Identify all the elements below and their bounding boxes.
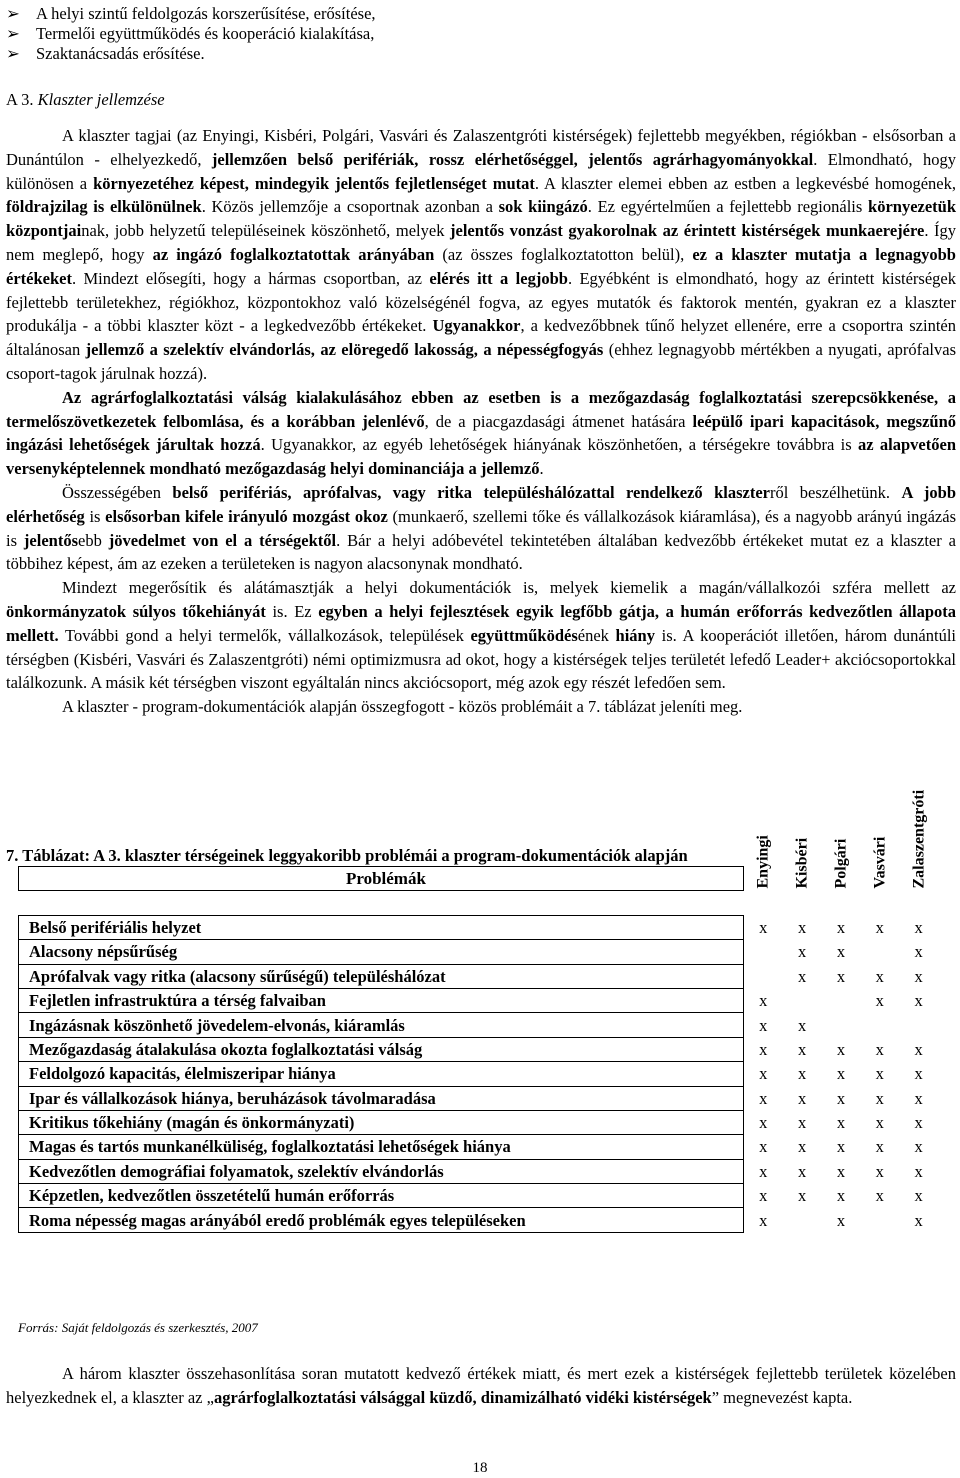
problem-label: Feldolgozó kapacitás, élelmiszeripar hiánya	[19, 1062, 744, 1086]
mark-cell	[783, 988, 822, 1012]
mark-cell: x	[798, 1039, 807, 1059]
paragraph: Összességében belső perifériás, aprófalvas, vagy ritka településhálózattal rendelkező klaszterről beszélhetünk. A jobb elérhetőség is elsősorban kifele irányuló mozgást okoz (munkaerő, szellemi tőke és vállalkozások kiáramlása), és a nagyobb arányú ingázás is jelentősebb jövedelmet von el a térségektől. Bár a helyi adóbevétel tekintetében általában kedvezőbb értékeket mutat ez a klaszter a többihez képest, ám az ezeken a területeken is nagyon alacsonynak mondható.	[6, 482, 956, 574]
mark-cell	[822, 988, 861, 1012]
mark-cell: x	[875, 1088, 884, 1108]
mark-cell	[783, 1208, 822, 1232]
section-title: Klaszter jellemzése	[37, 90, 165, 109]
mark-cell	[860, 940, 899, 964]
mark-cell: x	[914, 1161, 923, 1181]
body-text-final	[6, 1362, 956, 1410]
table-row	[19, 1013, 939, 1037]
mark-cell: x	[836, 1137, 846, 1157]
mark-cell	[743, 964, 782, 988]
table-row	[19, 964, 939, 988]
problem-label: Fejletlen infrastruktúra a térség falvaiban	[19, 988, 744, 1012]
mark-cell: x	[798, 1015, 807, 1035]
mark-cell: x	[836, 1186, 846, 1206]
problem-label: Belső perifériális helyzet	[19, 915, 744, 939]
table-row	[19, 988, 939, 1012]
mark-cell: x	[798, 942, 807, 962]
mark-cell	[899, 1013, 938, 1037]
mark-cell: x	[798, 1064, 807, 1084]
paragraph: Mindezt megerősítik és alátámasztják a helyi dokumentációk is, melyek kiemelik a magán/vállalkozói szféra mellett az önkormányzatok súlyos tőkehiányát is. Ez egyben a helyi fejlesztések egyik legfőbb gátja, a humán erőforrás kedvezőtlen állapota mellett. További gond a helyi termelők, vállalkozások, települések együttműködésének hiány is. A kooperációt illetően, három dunántúli térségben (Kisbéri, Vasvári és Zalaszentgróti) némi optimizmusra ad okot, hogy a kistérségek teljes területét lefedő Leader+ akciócsoportokkal találkozunk. A másik két térségben viszont egyáltalán nincs akciócsoport, még azok egy részét lefedően sem.	[6, 578, 957, 693]
mark-cell: x	[914, 1064, 923, 1084]
arrow-bullet-icon: ➢	[6, 4, 20, 23]
mark-cell: x	[798, 1113, 807, 1133]
mark-cell: x	[836, 1210, 846, 1230]
mark-cell: x	[875, 991, 884, 1011]
mark-cell: x	[759, 1161, 768, 1181]
mark-cell: x	[798, 1161, 807, 1181]
mark-cell: x	[798, 1137, 807, 1157]
column-header-enyingi: Enyingi	[754, 835, 772, 889]
mark-cell: x	[836, 1088, 846, 1108]
paragraph: A klaszter tagjai (az Enyingi, Kisbéri, Polgári, Vasvári és Zalaszentgróti kistérségek) fejlettebb megyékben, régiókban - elsősorban a Dunántúlon - elhelyezkedő, jellemzően belső perifériák, rossz elérhetőséggel, jelentős agrárhagyományokkal. Elmondható, hogy különösen a környezetéhez képest, mindegyik jelentős fejletlenséget mutat. A klaszter elemei ebben az estben a legkevésbé homogének, földrajzilag is elkülönülnek. Közös jellemzője a csoportnak azonban a sok kiingázó. Ez egyértelműen a fejlettebb regionális környezetük központjainak, jobb helyzetű településeinek köszönhető, melyek jelentős vonzást gyakorolnak az érintett kistérségek munkaerejére. Így nem meglepő, hogy az ingázó foglalkoztatottak arányában (az összes foglalkoztatotton belül), ez a klaszter mutatja a legnagyobb értékeket. Mindezt elősegíti, hogy a hármas csoportban, az elérés itt a legjobb. Egyébként is elmondható, hogy az érintett kistérségek fejlettebb területekhez, régiókhoz, központokhoz való közelségénél fogva, az egyes mutatók és faktorok mentén, gyakran ez a klaszter produkálja - a többi klaszter közt - a legkedvezőbb értékeket. Ugyanakkor, a kedvezőbbnek tűnő helyzet ellenére, erre a csoportra szintén általánosan jellemző a szelektív elvándorlás, az elöregedő lakosság, a népességfogyás (ehhez legnagyobb mértékben a nyugati, aprófalvas csoport-tagok járulnak hozzá).	[6, 126, 957, 383]
table-row	[19, 915, 939, 939]
table-row	[19, 1159, 939, 1183]
bullet-item: ➢ A helyi szintű feldolgozás korszerűsítése, erősítése,	[6, 4, 376, 23]
table-source: Forrás: Saját feldolgozás és szerkesztés, 2007	[18, 1320, 258, 1335]
paragraph: A három klaszter összehasonlítása soran mutatott kedvező értékek miatt, és mert ezek a kistérségek fejlettebb területek közelében helyezkednek el, a klaszter az „agrárfoglalkoztatási válsággal küzdő, dinamizálható vidéki kistérségek” megnevezést kapta.	[6, 1364, 956, 1407]
column-header-zalaszentgroti: Zalaszentgróti	[910, 790, 928, 889]
mark-cell: x	[914, 966, 923, 986]
mark-cell	[860, 1013, 899, 1037]
problem-label: Aprófalvak vagy ritka (alacsony sűrűségű) településhálózat	[19, 964, 744, 988]
mark-cell: x	[759, 991, 768, 1011]
table-row	[19, 1110, 939, 1134]
table-caption: 7. Táblázat: A 3. klaszter térségeinek leggyakoribb problémái a program-dokumentációk alapján	[6, 846, 688, 865]
column-header-problems: Problémák	[19, 867, 744, 891]
column-header-polgari: Polgári	[832, 838, 850, 889]
mark-cell	[743, 940, 782, 964]
mark-cell: x	[914, 1039, 923, 1059]
problem-label: Kedvezőtlen demográfiai folyamatok, szelektív elvándorlás	[19, 1159, 744, 1183]
mark-cell: x	[914, 1210, 923, 1230]
bullet-item: ➢ Szaktanácsadás erősítése.	[6, 44, 205, 63]
mark-cell	[860, 1208, 899, 1232]
mark-cell: x	[798, 1088, 807, 1108]
table-row	[19, 1062, 939, 1086]
mark-cell: x	[836, 1113, 846, 1133]
mark-cell: x	[759, 1064, 768, 1084]
column-header-kisberi: Kisbéri	[793, 838, 811, 889]
problem-label: Képzetlen, kedvezőtlen összetételű humán erőforrás	[19, 1184, 744, 1208]
mark-cell: x	[875, 1161, 884, 1181]
table-row	[19, 1037, 939, 1061]
mark-cell: x	[914, 917, 923, 937]
mark-cell: x	[875, 1186, 884, 1206]
mark-cell: x	[836, 966, 846, 986]
mark-cell: x	[875, 917, 884, 937]
section-number: A 3.	[6, 90, 34, 109]
problem-label: Mezőgazdaság átalakulása okozta foglalkoztatási válság	[19, 1037, 744, 1061]
arrow-bullet-icon: ➢	[6, 44, 20, 63]
mark-cell: x	[875, 966, 884, 986]
mark-cell: x	[836, 942, 846, 962]
mark-cell: x	[914, 942, 923, 962]
problem-label: Magas és tartós munkanélküliség, foglalkoztatási lehetőségek hiánya	[19, 1135, 744, 1159]
mark-cell: x	[798, 917, 807, 937]
mark-cell: x	[759, 917, 768, 937]
table-row	[19, 1135, 939, 1159]
mark-cell: x	[759, 1015, 768, 1035]
problem-label: Alacsony népsűrűség	[19, 940, 744, 964]
problem-label: Ipar és vállalkozások hiánya, beruházások távolmaradása	[19, 1086, 744, 1110]
problem-label: Kritikus tőkehiány (magán és önkormányzati)	[19, 1110, 744, 1134]
mark-cell: x	[914, 1088, 923, 1108]
mark-cell: x	[914, 991, 923, 1011]
mark-cell: x	[875, 1137, 884, 1157]
section-heading	[6, 90, 165, 110]
mark-cell: x	[875, 1064, 884, 1084]
mark-cell: x	[759, 1210, 768, 1230]
table-row	[19, 1086, 939, 1110]
bullet-item: ➢ Termelői együttműködés és kooperáció kialakítása,	[6, 24, 375, 43]
mark-cell: x	[759, 1113, 768, 1133]
page-number: 18	[472, 1460, 488, 1476]
mark-cell: x	[759, 1039, 768, 1059]
mark-cell: x	[759, 1186, 768, 1206]
mark-cell: x	[759, 1137, 768, 1157]
mark-cell	[822, 1013, 861, 1037]
mark-cell: x	[875, 1039, 884, 1059]
mark-cell: x	[836, 1039, 846, 1059]
paragraph: Az agrárfoglalkoztatási válság kialakulásához ebben az esetben is a mezőgazdaság foglalkoztatási szerepcsökkenése, a termelőszövetkezetek felbomlása, és a korábban jelenlévő, de a piacgazdasági átmenet hatására leépülő ipari kapacitások, megszűnő ingázási lehetőségek járultak hozzá. Ugyanakkor, az egyéb lehetőségek hiányának köszönhetően, a térségekre továbbra is az alapvetően versenyképtelennek mondható mezőgazdaság helyi dominanciája a jellemző.	[6, 387, 956, 479]
paragraph: A klaszter - program-dokumentációk alapján összegfogott - közös problémáit a 7. táblázat jeleníti meg.	[62, 697, 743, 717]
mark-cell: x	[798, 966, 807, 986]
body-text	[6, 124, 956, 719]
mark-cell: x	[875, 1113, 884, 1133]
problem-label: Roma népesség magas arányából eredő problémák egyes településeken	[19, 1208, 744, 1232]
mark-cell: x	[759, 1088, 768, 1108]
mark-cell: x	[836, 1064, 846, 1084]
column-header-vasvari: Vasvári	[871, 836, 889, 889]
mark-cell: x	[914, 1113, 923, 1133]
mark-cell: x	[914, 1137, 923, 1157]
table-row	[19, 940, 939, 964]
mark-cell: x	[836, 917, 846, 937]
arrow-bullet-icon: ➢	[6, 24, 20, 43]
mark-cell: x	[914, 1186, 923, 1206]
table-row	[19, 1184, 939, 1208]
problem-label: Ingázásnak köszönhető jövedelem-elvonás, kiáramlás	[19, 1013, 744, 1037]
table-row	[19, 1208, 939, 1232]
table-header-row	[19, 867, 939, 891]
mark-cell: x	[798, 1186, 807, 1206]
mark-cell: x	[836, 1161, 846, 1181]
table-body	[19, 915, 939, 1232]
